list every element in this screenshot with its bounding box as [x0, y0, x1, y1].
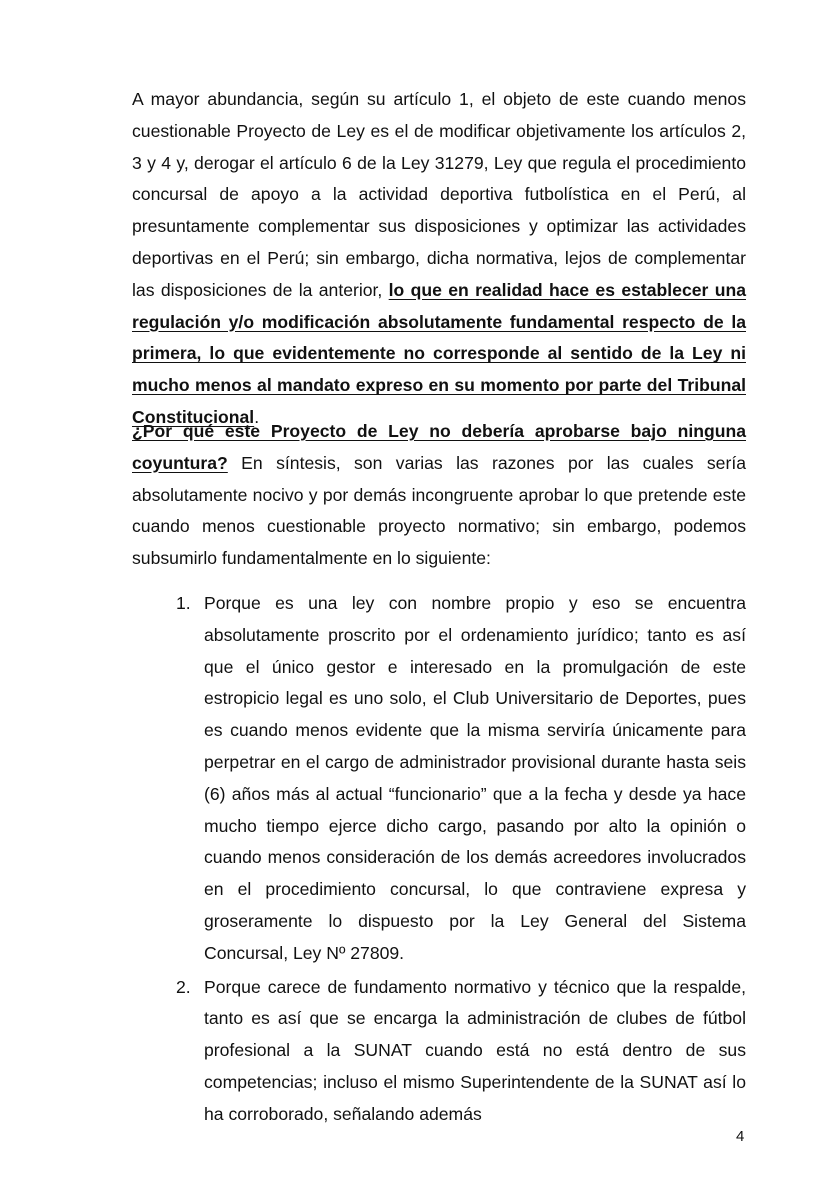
- body-paragraph: [132, 84, 746, 434]
- list-item-number: 2.: [176, 976, 191, 997]
- list-item-text: Porque carece de fundamento normativo y técnico que la respalde, tanto es así que se encarga la administración de clubes de fútbol profesional a la SUNAT cuando está no está dentro de sus competencias; incluso el mismo Superintendente de la SUNAT así lo ha corroborado, señalando además: [204, 976, 746, 1124]
- numbered-list: [132, 588, 746, 1133]
- emphasized-question: ¿Por qué este Proyecto de Ley no debería aprobarse bajo ninguna coyuntura?: [132, 421, 746, 473]
- paragraph-text: .: [254, 406, 260, 427]
- paragraph-text: A mayor abundancia, según su artículo 1, el objeto de este cuando menos cuestionable Proyecto de Ley es el de modificar objetivamente los artículos 2, 3 y 4 y, derogar el artículo 6 de la Ley 31279, Ley que regula el procedimiento concursal de apoyo a la actividad deportiva futbolística en el Perú, al presuntamente complementar sus disposiciones y optimizar las actividades deportivas en el Perú; sin embargo, dicha normativa, lejos de complementar las disposiciones de la anterior,: [132, 89, 746, 300]
- list-item: [132, 972, 746, 1131]
- body-paragraph: [132, 416, 746, 575]
- paragraph-text: En síntesis, son varias las razones por las cuales sería absolutamente nocivo y por demás incongruente aprobar lo que pretende este cuando menos cuestionable proyecto normativo; sin embargo, podemos subsumirlo fundamentalmente en lo siguiente:: [132, 452, 746, 569]
- list-item-number: 1.: [176, 593, 191, 613]
- list-item-text: Porque es una ley con nombre propio y eso se encuentra absolutamente proscrito por el ordenamiento jurídico; tanto es así que el único gestor e interesado en la promulgación de este estropicio legal es uno solo, el Club Universitario de Deportes, pues es cuando menos evidente que la misma serviría únicamente para perpetrar en el cargo de administrador provisional durante hasta seis (6) años más al actual “funcionario” que a la fecha y desde ya hace mucho tiempo ejerce dicho cargo, pasando por alto la opinión o cuando menos consideración de los demás acreedores involucrados en el procedimiento concursal, lo que contraviene expresa y groseramente lo dispuesto por la Ley General del Sistema Concursal, Ley Nº 27809.: [204, 593, 746, 963]
- emphasized-text: lo que en realidad hace es establecer una regulación y/o modificación absolutamente fundamental respecto de la primera, lo que evidentemente no corresponde al sentido de la Ley ni mucho menos al mandato expreso en su momento por parte del Tribunal Constitucional: [132, 279, 746, 427]
- list-item: [132, 588, 746, 970]
- page-number: 4: [736, 1128, 745, 1145]
